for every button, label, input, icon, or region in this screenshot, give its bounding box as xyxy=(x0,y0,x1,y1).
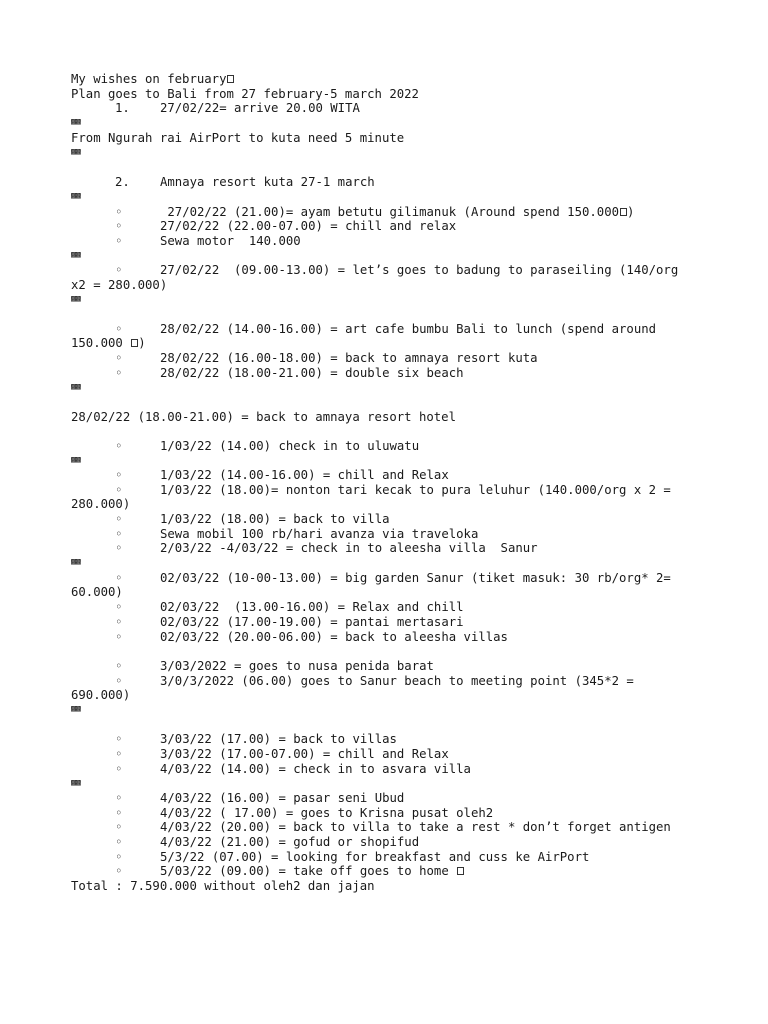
image-placeholder-mark: ▩▩ xyxy=(71,704,80,714)
list-item-text: 1/03/22 (14.00-16.00) = chill and Relax xyxy=(160,468,449,482)
list-item xyxy=(115,791,404,805)
image-placeholder-mark: ▩▩ xyxy=(71,382,80,392)
list-item xyxy=(115,571,671,585)
plan-line: Plan goes to Bali from 27 february-5 march 2022 xyxy=(71,87,419,101)
list-item xyxy=(115,850,589,864)
list-item-text: 1/03/22 (18.00)= nonton tari kecak to pura leluhur (140.000/org x 2 = xyxy=(160,483,671,497)
bullet-icon: ◦ xyxy=(115,850,123,864)
bullet-icon: ◦ xyxy=(115,659,123,673)
bullet-icon: ◦ xyxy=(115,322,123,336)
list-item xyxy=(115,541,538,555)
item-2-number: 2. xyxy=(115,175,130,189)
bullet-icon: ◦ xyxy=(115,747,123,761)
box-glyph xyxy=(457,867,464,875)
list-item-text: Sewa motor 140.000 xyxy=(160,234,301,248)
list-item xyxy=(115,600,464,614)
list-item-text: ) xyxy=(627,205,635,219)
image-placeholder-mark: ▩▩ xyxy=(71,455,80,465)
list-item-text: 02/03/22 (17.00-19.00) = pantai mertasari xyxy=(160,615,464,629)
list-item xyxy=(115,762,471,776)
box-glyph xyxy=(227,75,234,83)
bullet-icon: ◦ xyxy=(115,791,123,805)
item-2 xyxy=(115,175,375,189)
image-placeholder-mark: ▩▩ xyxy=(71,147,80,157)
bullet-icon: ◦ xyxy=(115,468,123,482)
paragraph-line: 28/02/22 (18.00-21.00) = back to amnaya resort hotel xyxy=(71,410,456,424)
bullet-icon: ◦ xyxy=(115,630,123,644)
list-item xyxy=(115,205,634,219)
image-placeholder-mark: ▩▩ xyxy=(71,294,80,304)
list-item xyxy=(115,483,671,497)
list-item xyxy=(115,234,301,248)
list-item-text: 02/03/22 (10-00-13.00) = big garden Sanur (tiket masuk: 30 rb/org* 2= xyxy=(160,571,671,585)
bullet-icon: ◦ xyxy=(115,219,123,233)
total-line: Total : 7.590.000 without oleh2 dan jajan xyxy=(71,879,375,893)
list-item-text: 1/03/22 (18.00) = back to villa xyxy=(160,512,390,526)
list-item xyxy=(115,366,464,380)
bullet-icon: ◦ xyxy=(115,615,123,629)
image-placeholder-mark: ▩▩ xyxy=(71,117,80,127)
list-item-continuation: x2 = 280.000) xyxy=(71,278,168,292)
list-item xyxy=(115,439,419,453)
list-item-text: 27/02/22 (09.00-13.00) = let’s goes to badung to paraseiling (140/org xyxy=(160,263,679,277)
list-item-text: Sewa mobil 100 rb/hari avanza via traveloka xyxy=(160,527,479,541)
list-item-text: 5/03/22 (09.00) = take off goes to home xyxy=(160,864,457,878)
bullet-icon: ◦ xyxy=(115,864,123,878)
bullet-icon: ◦ xyxy=(115,835,123,849)
bullet-icon: ◦ xyxy=(115,512,123,526)
list-item xyxy=(115,820,671,834)
list-item-text: 28/02/22 (16.00-18.00) = back to amnaya resort kuta xyxy=(160,351,538,365)
bullet-icon: ◦ xyxy=(115,205,123,219)
from-line: From Ngurah rai AirPort to kuta need 5 minute xyxy=(71,131,405,145)
list-item xyxy=(115,732,397,746)
list-item-text: 3/03/2022 = goes to nusa penida barat xyxy=(160,659,434,673)
image-placeholder-mark: ▩▩ xyxy=(71,250,80,260)
bullet-icon: ◦ xyxy=(115,351,123,365)
list-item xyxy=(115,219,456,233)
doc-title-text: My wishes on february xyxy=(71,72,227,86)
bullet-icon: ◦ xyxy=(115,762,123,776)
bullet-icon: ◦ xyxy=(115,234,123,248)
bullet-icon: ◦ xyxy=(115,571,123,585)
list-item xyxy=(115,615,464,629)
bullet-icon: ◦ xyxy=(115,820,123,834)
list-item xyxy=(115,806,493,820)
bullet-icon: ◦ xyxy=(115,541,123,555)
list-item-continuation: 690.000) xyxy=(71,688,131,702)
list-item-text: 3/03/22 (17.00) = back to villas xyxy=(160,732,397,746)
list-item-text: 4/03/22 (20.00) = back to villa to take a rest * don’t forget antigen xyxy=(160,820,671,834)
image-placeholder-mark: ▩▩ xyxy=(71,778,80,788)
list-item xyxy=(115,512,390,526)
list-item-text: 28/02/22 (14.00-16.00) = art cafe bumbu Bali to lunch (spend around xyxy=(160,322,657,336)
list-item xyxy=(115,351,538,365)
list-item xyxy=(115,468,449,482)
list-item xyxy=(115,835,419,849)
list-item xyxy=(115,630,508,644)
list-item xyxy=(115,747,449,761)
image-placeholder-mark: ▩▩ xyxy=(71,557,80,567)
bullet-icon: ◦ xyxy=(115,732,123,746)
item-1-text: 27/02/22= arrive 20.00 WITA xyxy=(160,101,360,115)
item-1-number: 1. xyxy=(115,101,130,115)
list-item-text: 4/03/22 (14.00) = check in to asvara villa xyxy=(160,762,471,776)
bullet-icon: ◦ xyxy=(115,527,123,541)
bullet-icon: ◦ xyxy=(115,806,123,820)
list-item-text: 28/02/22 (18.00-21.00) = double six beach xyxy=(160,366,464,380)
box-glyph xyxy=(620,208,627,216)
item-1 xyxy=(115,101,360,115)
doc-title xyxy=(71,72,234,86)
list-item-text: 4/03/22 (16.00) = pasar seni Ubud xyxy=(160,791,405,805)
list-item-continuation: 60.000) xyxy=(71,585,123,599)
list-item-text: 4/03/22 ( 17.00) = goes to Krisna pusat oleh2 xyxy=(160,806,494,820)
list-item-text: 5/3/22 (07.00) = looking for breakfast and cuss ke AirPort xyxy=(160,850,590,864)
list-item-text: 27/02/22 (22.00-07.00) = chill and relax xyxy=(160,219,457,233)
bullet-icon: ◦ xyxy=(115,439,123,453)
item-2-text: Amnaya resort kuta 27-1 march xyxy=(160,175,375,189)
list-item xyxy=(115,674,634,688)
image-placeholder-mark: ▩▩ xyxy=(71,191,80,201)
list-item-text: ) xyxy=(138,336,146,350)
list-item xyxy=(115,263,678,277)
list-item-text: 150.000 xyxy=(71,336,131,350)
list-item-continuation xyxy=(71,336,146,350)
list-item-text: 1/03/22 (14.00) check in to uluwatu xyxy=(160,439,420,453)
list-item-text: 02/03/22 (20.00-06.00) = back to aleesha villas xyxy=(160,630,508,644)
bullet-icon: ◦ xyxy=(115,600,123,614)
list-item-text: 3/0/3/2022 (06.00) goes to Sanur beach to meeting point (345*2 = xyxy=(160,674,634,688)
list-item-continuation: 280.000) xyxy=(71,497,131,511)
list-item xyxy=(115,527,478,541)
list-item-text: 3/03/22 (17.00-07.00) = chill and Relax xyxy=(160,747,449,761)
bullet-icon: ◦ xyxy=(115,366,123,380)
list-item-text: 27/02/22 (21.00)= ayam betutu gilimanuk (Around spend 150.000 xyxy=(160,205,620,219)
list-item xyxy=(115,659,434,673)
bullet-icon: ◦ xyxy=(115,263,123,277)
list-item-text: 4/03/22 (21.00) = gofud or shopifud xyxy=(160,835,420,849)
list-item-text: 2/03/22 -4/03/22 = check in to aleesha villa Sanur xyxy=(160,541,538,555)
list-item xyxy=(115,864,464,878)
list-item-text: 02/03/22 (13.00-16.00) = Relax and chill xyxy=(160,600,464,614)
bullet-icon: ◦ xyxy=(115,483,123,497)
list-item xyxy=(115,322,656,336)
bullet-icon: ◦ xyxy=(115,674,123,688)
